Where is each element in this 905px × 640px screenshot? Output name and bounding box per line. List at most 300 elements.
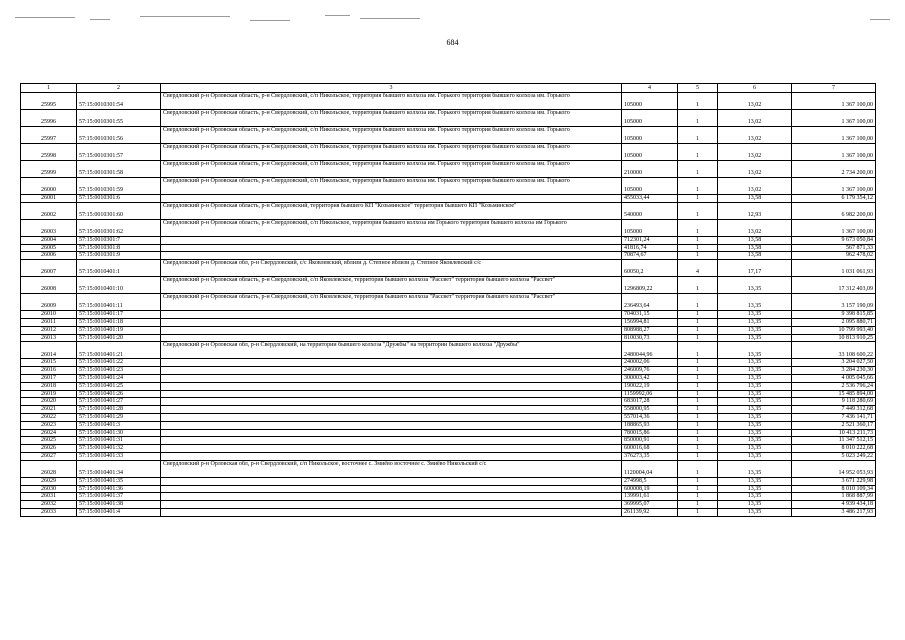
cadastral-number-cell: 57:15:0010401:18 <box>77 318 161 326</box>
area-cell: 810030,73 <box>622 334 678 342</box>
rate-cell: 13,35 <box>718 413 792 421</box>
total-value-cell: 1 367 100,00 <box>792 93 876 110</box>
total-value-cell: 3 486 217,93 <box>792 508 876 516</box>
description-cell: Свердловский р-н Орловская область, р-н Свердловский, с/п Никольское, территория бывшего колхоза им. Горького территория бывшего колхоза им. Горького <box>161 93 622 110</box>
rate-cell: 13,35 <box>718 398 792 406</box>
table-row <box>21 452 876 460</box>
count-cell: 1 <box>678 421 718 429</box>
table-row <box>21 421 876 429</box>
count-cell: 1 <box>678 161 718 178</box>
cadastral-number-cell: 57:15:0010401:11 <box>77 294 161 311</box>
total-value-cell: 9 673 050,84 <box>792 236 876 244</box>
total-value-cell: 9 398 815,85 <box>792 311 876 319</box>
total-value-cell: 10 413 211,73 <box>792 429 876 437</box>
area-cell: 712301,24 <box>622 236 678 244</box>
row-number-cell: 26015 <box>21 359 77 367</box>
table-row <box>21 93 876 110</box>
cadastral-number-cell: 57:15:0010401:20 <box>77 334 161 342</box>
area-cell: 780015,86 <box>622 429 678 437</box>
rate-cell: 13,35 <box>718 294 792 311</box>
column-header: 5 <box>678 84 718 93</box>
count-cell: 1 <box>678 342 718 359</box>
cadastral-number-cell: 57:15:0010301:9 <box>77 252 161 260</box>
row-number-cell: 26021 <box>21 406 77 414</box>
count-cell: 1 <box>678 244 718 252</box>
area-cell: 300003,42 <box>622 374 678 382</box>
column-header: 1 <box>21 84 77 93</box>
count-cell: 1 <box>678 429 718 437</box>
total-value-cell: 6 179 354,12 <box>792 195 876 203</box>
table-row <box>21 144 876 161</box>
cadastral-number-cell: 57:15:0010401:25 <box>77 382 161 390</box>
table-body <box>21 93 876 517</box>
description-cell <box>161 493 622 501</box>
cadastral-number-cell: 57:15:0010401:35 <box>77 477 161 485</box>
total-value-cell: 1 367 100,00 <box>792 127 876 144</box>
cadastral-number-cell: 57:15:0010401:24 <box>77 374 161 382</box>
description-cell <box>161 508 622 516</box>
total-value-cell: 17 312 403,09 <box>792 277 876 294</box>
row-number-cell: 26010 <box>21 311 77 319</box>
rate-cell: 13,35 <box>718 311 792 319</box>
cadastral-number-cell: 57:15:0010401:36 <box>77 485 161 493</box>
description-cell <box>161 477 622 485</box>
table-row <box>21 390 876 398</box>
table-row <box>21 294 876 311</box>
cadastral-number-cell: 57:15:0010401:4 <box>77 508 161 516</box>
description-cell <box>161 398 622 406</box>
total-value-cell: 1 367 100,00 <box>792 110 876 127</box>
rate-cell: 13,35 <box>718 374 792 382</box>
cadastral-number-cell: 57:15:0010301:7 <box>77 236 161 244</box>
rate-cell: 13,35 <box>718 326 792 334</box>
cadastral-number-cell: 57:15:0010401:33 <box>77 452 161 460</box>
area-cell: 261139,92 <box>622 508 678 516</box>
table-row <box>21 493 876 501</box>
area-cell: 376273,35 <box>622 452 678 460</box>
row-number-cell: 25998 <box>21 144 77 161</box>
total-value-cell: 8 010 109,34 <box>792 485 876 493</box>
rate-cell: 13,35 <box>718 501 792 509</box>
row-number-cell: 26002 <box>21 202 77 219</box>
table-row <box>21 318 876 326</box>
area-cell: 139991,61 <box>622 493 678 501</box>
row-number-cell: 26006 <box>21 252 77 260</box>
count-cell: 1 <box>678 334 718 342</box>
rate-cell: 13,35 <box>718 390 792 398</box>
table-row <box>21 485 876 493</box>
count-cell: 1 <box>678 508 718 516</box>
row-number-cell: 25995 <box>21 93 77 110</box>
rate-cell: 13,58 <box>718 252 792 260</box>
description-cell: Свердловский р-н Орловская обл, р-н Свердловский, с/с Яковлевский, вблизи д. Степное вблизи д. Степное Яковлевский с/с <box>161 260 622 277</box>
rate-cell: 13,35 <box>718 437 792 445</box>
area-cell: 558000,95 <box>622 406 678 414</box>
count-cell: 1 <box>678 110 718 127</box>
total-value-cell: 1 367 100,00 <box>792 144 876 161</box>
row-number-cell: 26024 <box>21 429 77 437</box>
cadastral-number-cell: 57:15:0010401:32 <box>77 445 161 453</box>
count-cell: 1 <box>678 178 718 195</box>
cadastral-number-cell: 57:15:0010301:62 <box>77 219 161 236</box>
rate-cell: 13,35 <box>718 508 792 516</box>
cadastral-number-cell: 57:15:0010401:28 <box>77 406 161 414</box>
description-cell <box>161 374 622 382</box>
cadastral-number-cell: 57:15:0010401:30 <box>77 429 161 437</box>
description-cell <box>161 382 622 390</box>
cadastral-number-cell: 57:15:0010401:27 <box>77 398 161 406</box>
table-row <box>21 311 876 319</box>
description-cell <box>161 367 622 375</box>
area-cell: 455033,44 <box>622 195 678 203</box>
table-row <box>21 277 876 294</box>
count-cell: 4 <box>678 260 718 277</box>
count-cell: 1 <box>678 359 718 367</box>
row-number-cell: 26018 <box>21 382 77 390</box>
cadastral-number-cell: 57:15:0010401:1 <box>77 260 161 277</box>
count-cell: 1 <box>678 367 718 375</box>
column-header: 2 <box>77 84 161 93</box>
rate-cell: 13,35 <box>718 382 792 390</box>
area-cell: 105000 <box>622 110 678 127</box>
row-number-cell: 26031 <box>21 493 77 501</box>
description-cell <box>161 429 622 437</box>
row-number-cell: 25996 <box>21 110 77 127</box>
area-cell: 1120004,04 <box>622 460 678 477</box>
area-cell: 600016,68 <box>622 445 678 453</box>
total-value-cell: 15 485 894,00 <box>792 390 876 398</box>
table-row <box>21 508 876 516</box>
description-cell <box>161 326 622 334</box>
row-number-cell: 26008 <box>21 277 77 294</box>
area-cell: 704031,15 <box>622 311 678 319</box>
total-value-cell: 1 031 061,93 <box>792 260 876 277</box>
table-row <box>21 477 876 485</box>
rate-cell: 13,35 <box>718 359 792 367</box>
table-row <box>21 178 876 195</box>
row-number-cell: 26000 <box>21 178 77 195</box>
rate-cell: 13,35 <box>718 406 792 414</box>
total-value-cell: 567 871,33 <box>792 244 876 252</box>
area-cell: 41816,74 <box>622 244 678 252</box>
total-value-cell: 2 095 880,71 <box>792 318 876 326</box>
area-cell: 557014,36 <box>622 413 678 421</box>
rate-cell: 13,35 <box>718 342 792 359</box>
rate-cell: 13,58 <box>718 244 792 252</box>
row-number-cell: 26016 <box>21 367 77 375</box>
count-cell: 1 <box>678 311 718 319</box>
count-cell: 1 <box>678 374 718 382</box>
area-cell: 105000 <box>622 178 678 195</box>
row-number-cell: 26028 <box>21 460 77 477</box>
description-cell <box>161 406 622 414</box>
total-value-cell: 4 939 434,18 <box>792 501 876 509</box>
row-number-cell: 26022 <box>21 413 77 421</box>
description-cell: Свердловский р-н Орловская область, р-н Свердловский, территория бывшего КП "Козьминское" территория бывшего КП "Козьминское" <box>161 202 622 219</box>
count-cell: 1 <box>678 460 718 477</box>
rate-cell: 13,58 <box>718 236 792 244</box>
cadastral-number-cell: 57:15:0010401:17 <box>77 311 161 319</box>
table-row <box>21 413 876 421</box>
total-value-cell: 962 478,02 <box>792 252 876 260</box>
description-cell: Свердловский р-н Орловская область, р-н Свердловский, с/п Никольское, территория бывшего колхоза им. Горького территория бывшего колхоза им. Горького <box>161 161 622 178</box>
area-cell: 105000 <box>622 127 678 144</box>
rate-cell: 13,35 <box>718 277 792 294</box>
count-cell: 1 <box>678 219 718 236</box>
area-cell: 236493,64 <box>622 294 678 311</box>
table-row <box>21 445 876 453</box>
count-cell: 1 <box>678 93 718 110</box>
table-row <box>21 406 876 414</box>
table-row <box>21 110 876 127</box>
row-number-cell: 26004 <box>21 236 77 244</box>
area-cell: 60050,2 <box>622 260 678 277</box>
column-header: 7 <box>792 84 876 93</box>
scan-artifacts <box>0 14 905 26</box>
total-value-cell: 3 204 027,50 <box>792 359 876 367</box>
row-number-cell: 25999 <box>21 161 77 178</box>
cadastral-number-cell: 57:15:0010301:6 <box>77 195 161 203</box>
area-cell: 156994,81 <box>622 318 678 326</box>
count-cell: 1 <box>678 236 718 244</box>
rate-cell: 13,02 <box>718 178 792 195</box>
total-value-cell: 8 010 222,68 <box>792 445 876 453</box>
row-number-cell: 26011 <box>21 318 77 326</box>
description-cell <box>161 437 622 445</box>
column-header: 3 <box>161 84 622 93</box>
count-cell: 1 <box>678 398 718 406</box>
row-number-cell: 26017 <box>21 374 77 382</box>
description-cell: Свердловский р-н Орловская обл, р-н Свердловский, с/п Никольское, восточнее с. Змиёво восточнее с. Змиёво Никольский с/с <box>161 460 622 477</box>
rate-cell: 13,02 <box>718 93 792 110</box>
row-number-cell: 26029 <box>21 477 77 485</box>
description-cell: Свердловский р-н Орловская обл, р-н Свердловский, на территории бывшего колхоза "Дружбы" на территории бывшего колхоза "Дружбы" <box>161 342 622 359</box>
row-number-cell: 26013 <box>21 334 77 342</box>
rate-cell: 13,35 <box>718 334 792 342</box>
area-cell: 850000,91 <box>622 437 678 445</box>
description-cell: Свердловский р-н Орловская область, р-н Свердловский, с/п Никольское, территория бывшего колхоза им Горького территория бывшего колхоза им Горького <box>161 219 622 236</box>
row-number-cell: 26020 <box>21 398 77 406</box>
rate-cell: 13,02 <box>718 161 792 178</box>
count-cell: 1 <box>678 127 718 144</box>
total-value-cell: 10 799 993,40 <box>792 326 876 334</box>
count-cell: 1 <box>678 493 718 501</box>
total-value-cell: 3 671 229,98 <box>792 477 876 485</box>
cadastral-number-cell: 57:15:0010301:54 <box>77 93 161 110</box>
description-cell <box>161 452 622 460</box>
total-value-cell: 3 284 230,30 <box>792 367 876 375</box>
rate-cell: 17,17 <box>718 260 792 277</box>
rate-cell: 13,35 <box>718 452 792 460</box>
count-cell: 1 <box>678 485 718 493</box>
row-number-cell: 26026 <box>21 445 77 453</box>
area-cell: 1159992,06 <box>622 390 678 398</box>
cadastral-number-cell: 57:15:0010301:56 <box>77 127 161 144</box>
description-cell <box>161 244 622 252</box>
row-number-cell: 26009 <box>21 294 77 311</box>
table-row <box>21 460 876 477</box>
cadastral-number-cell: 57:15:0010301:59 <box>77 178 161 195</box>
table-row <box>21 326 876 334</box>
total-value-cell: 14 952 053,93 <box>792 460 876 477</box>
count-cell: 1 <box>678 144 718 161</box>
total-value-cell: 1 367 100,00 <box>792 178 876 195</box>
description-cell <box>161 445 622 453</box>
row-number-cell: 26027 <box>21 452 77 460</box>
cadastral-number-cell: 57:15:0010401:21 <box>77 342 161 359</box>
total-value-cell: 5 023 249,22 <box>792 452 876 460</box>
cadastral-number-cell: 57:15:0010301:57 <box>77 144 161 161</box>
description-cell <box>161 413 622 421</box>
rate-cell: 13,35 <box>718 421 792 429</box>
rate-cell: 13,02 <box>718 144 792 161</box>
total-value-cell: 4 005 045,66 <box>792 374 876 382</box>
total-value-cell: 3 157 190,09 <box>792 294 876 311</box>
count-cell: 1 <box>678 477 718 485</box>
count-cell: 1 <box>678 437 718 445</box>
area-cell: 2480044,96 <box>622 342 678 359</box>
description-cell: Свердловский р-н Орловская область, р-н Свердловский, с/п Никольское, территория бывшего колхоза им. Горького территория бывшего колхоза им. Горького <box>161 144 622 161</box>
cadastral-number-cell: 57:15:0010401:23 <box>77 367 161 375</box>
rate-cell: 13,35 <box>718 445 792 453</box>
area-cell: 240002,06 <box>622 359 678 367</box>
table-row <box>21 236 876 244</box>
table-row <box>21 334 876 342</box>
cadastral-number-cell: 57:15:0010301:60 <box>77 202 161 219</box>
column-header: 4 <box>622 84 678 93</box>
description-cell <box>161 334 622 342</box>
row-number-cell: 26012 <box>21 326 77 334</box>
area-cell: 246009,76 <box>622 367 678 375</box>
description-cell: Свердловский р-н Орловская область, р-н Свердловский, с/п Яковлевское, территория бывшего колхоза "Рассвет" территория бывшего колхоза "Рассвет" <box>161 294 622 311</box>
area-cell: 600008,19 <box>622 485 678 493</box>
area-cell: 105000 <box>622 93 678 110</box>
row-number-cell: 26019 <box>21 390 77 398</box>
area-cell: 105000 <box>622 219 678 236</box>
rate-cell: 13,35 <box>718 485 792 493</box>
area-cell: 808988,27 <box>622 326 678 334</box>
rate-cell: 13,02 <box>718 127 792 144</box>
cadastral-number-cell: 57:15:0010401:37 <box>77 493 161 501</box>
cadastral-number-cell: 57:15:0010301:58 <box>77 161 161 178</box>
row-number-cell: 26014 <box>21 342 77 359</box>
description-cell: Свердловский р-н Орловская область, р-н Свердловский, с/п Никольское, территория бывшего колхоза им. Горького территория бывшего колхоза им. Горького <box>161 110 622 127</box>
cadastral-number-cell: 57:15:0010401:22 <box>77 359 161 367</box>
rate-cell: 13,02 <box>718 110 792 127</box>
table-row <box>21 252 876 260</box>
total-value-cell: 6 982 200,00 <box>792 202 876 219</box>
area-cell: 369995,07 <box>622 501 678 509</box>
row-number-cell: 26032 <box>21 501 77 509</box>
rate-cell: 13,35 <box>718 460 792 477</box>
total-value-cell: 1 367 100,00 <box>792 219 876 236</box>
row-number-cell: 25997 <box>21 127 77 144</box>
area-cell: 683017,28 <box>622 398 678 406</box>
area-cell: 105000 <box>622 144 678 161</box>
cadastral-number-cell: 57:15:0010401:31 <box>77 437 161 445</box>
description-cell <box>161 421 622 429</box>
description-cell <box>161 311 622 319</box>
total-value-cell: 1 868 887,99 <box>792 493 876 501</box>
description-cell <box>161 236 622 244</box>
cadastral-number-cell: 57:15:0010401:34 <box>77 460 161 477</box>
total-value-cell: 2 521 360,17 <box>792 421 876 429</box>
description-cell <box>161 501 622 509</box>
table-row <box>21 367 876 375</box>
table-row <box>21 342 876 359</box>
description-cell <box>161 359 622 367</box>
table-row <box>21 260 876 277</box>
cadastral-number-cell: 57:15:0010401:10 <box>77 277 161 294</box>
description-cell <box>161 252 622 260</box>
cadastral-number-cell: 57:15:0010401:29 <box>77 413 161 421</box>
count-cell: 1 <box>678 326 718 334</box>
table-row <box>21 161 876 178</box>
count-cell: 1 <box>678 294 718 311</box>
area-cell: 188865,93 <box>622 421 678 429</box>
cadastral-number-cell: 57:15:0010301:55 <box>77 110 161 127</box>
row-number-cell: 26023 <box>21 421 77 429</box>
table-row <box>21 398 876 406</box>
total-value-cell: 33 108 600,22 <box>792 342 876 359</box>
total-value-cell: 9 118 280,69 <box>792 398 876 406</box>
description-cell: Свердловский р-н Орловская область, р-н Свердловский, с/п Никольское, территория бывшего колхоза им. Горького территория бывшего колхоза им. Горького <box>161 178 622 195</box>
description-cell: Свердловский р-н Орловская область, р-н Свердловский, с/п Никольское, территория бывшего колхоза им. Горького территория бывшего колхоза им. Горького <box>161 127 622 144</box>
row-number-cell: 26007 <box>21 260 77 277</box>
cadastral-number-cell: 57:15:0010401:19 <box>77 326 161 334</box>
cadastral-number-cell: 57:15:0010401:26 <box>77 390 161 398</box>
count-cell: 1 <box>678 452 718 460</box>
row-number-cell: 26033 <box>21 508 77 516</box>
table-row <box>21 382 876 390</box>
count-cell: 1 <box>678 390 718 398</box>
total-value-cell: 11 347 512,15 <box>792 437 876 445</box>
area-cell: 70874,67 <box>622 252 678 260</box>
count-cell: 1 <box>678 501 718 509</box>
rate-cell: 13,35 <box>718 429 792 437</box>
total-value-cell: 10 813 910,25 <box>792 334 876 342</box>
table-row <box>21 195 876 203</box>
table-row <box>21 437 876 445</box>
rate-cell: 13,35 <box>718 477 792 485</box>
table-row <box>21 359 876 367</box>
description-cell <box>161 318 622 326</box>
rate-cell: 13,02 <box>718 219 792 236</box>
description-cell <box>161 485 622 493</box>
row-number-cell: 26025 <box>21 437 77 445</box>
area-cell: 190022,19 <box>622 382 678 390</box>
rate-cell: 13,35 <box>718 367 792 375</box>
rate-cell: 12,93 <box>718 202 792 219</box>
count-cell: 1 <box>678 413 718 421</box>
cadastral-number-cell: 57:15:0010401:3 <box>77 421 161 429</box>
area-cell: 540000 <box>622 202 678 219</box>
rate-cell: 13,35 <box>718 318 792 326</box>
area-cell: 1296809,22 <box>622 277 678 294</box>
page-number: 684 <box>446 38 459 47</box>
count-cell: 1 <box>678 252 718 260</box>
description-cell <box>161 390 622 398</box>
total-value-cell: 2 536 796,24 <box>792 382 876 390</box>
total-value-cell: 2 734 200,00 <box>792 161 876 178</box>
count-cell: 1 <box>678 406 718 414</box>
table-row <box>21 202 876 219</box>
count-cell: 1 <box>678 318 718 326</box>
count-cell: 1 <box>678 277 718 294</box>
table-row <box>21 244 876 252</box>
table-row <box>21 501 876 509</box>
table-header-row <box>21 84 876 93</box>
